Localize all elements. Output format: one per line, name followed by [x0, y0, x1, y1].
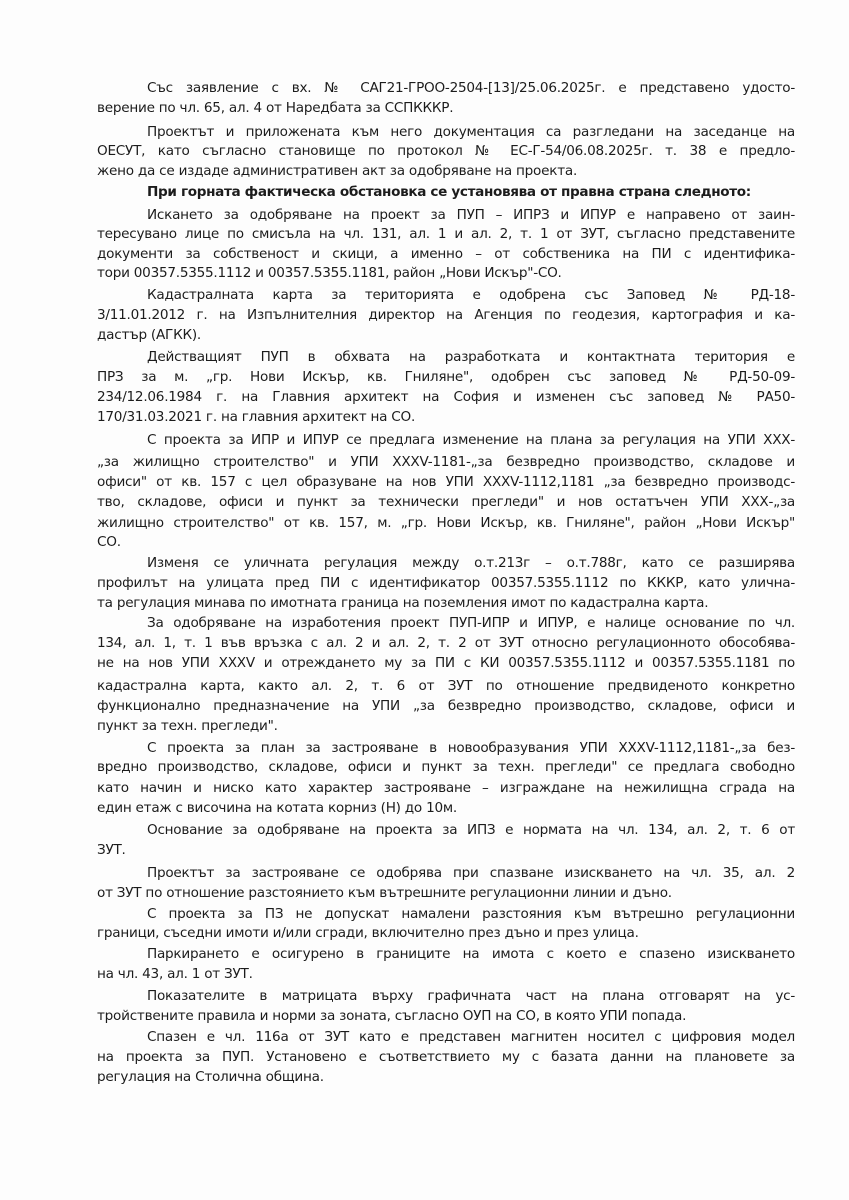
- paragraph-line: пункт за техн. прегледи".: [97, 718, 278, 734]
- paragraph-line: тройствените правила и норми за зоната, съгласно ОУП на СО, в която УПИ попада.: [97, 1008, 687, 1024]
- paragraph-first-line: Спазен е чл. 116а от ЗУТ като е представен магнитен носител с цифровия модел: [147, 1029, 795, 1045]
- paragraph-line: „за жилищно строителство" и УПИ ХХХV-1181-„за безвредно производство, складове и: [97, 454, 795, 470]
- paragraph-line: 170/31.03.2021 г. на главния архитект на СО.: [97, 409, 416, 425]
- paragraph-line: тво, складове, офиси и пункт за технически прегледи" и нов остатъчен УПИ ХХХ-„за: [97, 494, 795, 510]
- paragraph-line: СО.: [97, 534, 121, 550]
- paragraph-first-line: С проекта за ИПР и ИПУР се предлага изменение на плана за регулация на УПИ ХХХ-: [147, 432, 795, 448]
- paragraph-first-line: Показателите в матрицата върху графичната част на плана отговарят на ус-: [147, 988, 795, 1004]
- paragraph-first-line: Изменя се уличната регулация между о.т.213г – о.т.788г, като се разширява: [147, 555, 795, 571]
- paragraph-first-line: Основание за одобряване на проекта за ИПЗ е нормата на чл. 134, ал. 2, т. 6 от: [147, 822, 795, 838]
- paragraph-line: 234/12.06.1984 г. на Главния архитект на София и изменен със заповед № РА50-: [97, 389, 795, 405]
- paragraph-line: като начин и ниско като характер застрояване – изграждане на нежилищна сграда на: [97, 780, 795, 796]
- paragraph-first-line: Паркирането е осигурено в границите на имота с което е спазено изискването: [147, 946, 795, 962]
- paragraph-line: от ЗУТ по отношение разстоянието към вътрешните регулационни линии и дъно.: [97, 885, 672, 901]
- paragraph-line: 134, ал. 1, т. 1 във връзка с ал. 2 и ал. 2, т. 2 от ЗУТ относно регулационното обособява-: [97, 635, 795, 651]
- paragraph-first-line: С проекта за план за застрояване в новообразувания УПИ ХХХV-1112,1181-„за без-: [147, 740, 795, 756]
- paragraph-line: на чл. 43, ал. 1 от ЗУТ.: [97, 966, 253, 982]
- paragraph-first-line: За одобряване на изработения проект ПУП-ИПР и ИПУР, е налице основание по чл.: [147, 615, 795, 631]
- paragraph-line: верение по чл. 65, ал. 4 от Наредбата за ССПКККР.: [97, 100, 454, 116]
- paragraph-line: тори 00357.5355.1112 и 00357.5355.1181, район „Нови Искър"-СО.: [97, 265, 562, 281]
- paragraph-line: не на нов УПИ ХХХV и отреждането му за ПИ с КИ 00357.5355.1112 и 00357.5355.1181 по: [97, 655, 795, 671]
- section-heading: При горната фактическа обстановка се установява от правна страна следното:: [147, 184, 751, 200]
- paragraph-line: вредно производство, складове, офиси и пункт за техн. прегледи" се предлага свободно: [97, 759, 795, 775]
- paragraph-line: ПРЗ за м. „гр. Нови Искър, кв. Гниляне", одобрен със заповед № РД-50-09-: [97, 369, 795, 385]
- paragraph-line: документи за собственост и скици, а именно – от собственика на ПИ с идентифика-: [97, 246, 795, 262]
- paragraph-line: тересувано лице по смисъла на чл. 131, ал. 1 и ал. 2, т. 1 от ЗУТ, съгласно представените: [97, 226, 795, 242]
- paragraph-first-line: Кадастралната карта за територията е одобрена със Заповед № РД-18-: [147, 287, 795, 303]
- paragraph-first-line: Проектът за застрояване се одобрява при спазване изискването на чл. 35, ал. 2: [147, 865, 795, 881]
- paragraph-first-line: Искането за одобряване на проект за ПУП – ИПРЗ и ИПУР е направено от заин-: [147, 207, 795, 223]
- paragraph-line: ЗУТ.: [97, 842, 126, 858]
- paragraph-first-line: Действащият ПУП в обхвата на разработката и контактната територия е: [147, 349, 795, 365]
- paragraph-line: 3/11.01.2012 г. на Изпълнителния директор на Агенция по геодезия, картография и ка-: [97, 307, 795, 323]
- paragraph-line: на проекта за ПУП. Установено е съответствието му с базата данни на плановете за: [97, 1049, 795, 1065]
- paragraph-line: граници, съседни имоти и/или сгради, включително през дъно и през улица.: [97, 925, 639, 941]
- paragraph-line: жилищно строителство" от кв. 157, м. „гр. Нови Искър, кв. Гниляне", район „Нови Искър": [97, 515, 795, 531]
- paragraph-first-line: Със заявление с вх. № САГ21-ГРОО-2504-[13]/25.06.2025г. е представено удосто-: [147, 80, 795, 96]
- paragraph-first-line: Проектът и приложената към него документация са разгледани на заседанце на: [147, 124, 795, 140]
- paragraph-line: регулация на Столична община.: [97, 1069, 324, 1085]
- paragraph-line: жено да се издаде административен акт за одобряване на проекта.: [97, 163, 578, 179]
- paragraph-line: ОЕСУТ, като съгласно становище по протокол № ЕС-Г-54/06.08.2025г. т. 38 е предло-: [97, 143, 795, 159]
- paragraph-line: един етаж с височина на котата корниз (Н) до 10м.: [97, 800, 457, 816]
- paragraph-line: функционално предназначение на УПИ „за безвредно производство, складове, офиси и: [97, 698, 795, 714]
- paragraph-first-line: С проекта за ПЗ не допускат намалени разстояния към вътрешно регулационни: [147, 906, 795, 922]
- paragraph-line: профилът на улицата пред ПИ с идентификатор 00357.5355.1112 по КККР, като улична-: [97, 575, 795, 591]
- paragraph-line: кадастрална карта, както ал. 2, т. 6 от ЗУТ по отношение предвиденото конкретно: [97, 678, 795, 694]
- paragraph-line: дастър (АГКК).: [97, 327, 201, 343]
- paragraph-line: офиси" от кв. 157 с цел образуване на нов УПИ ХХХV-1112,1181 „за безвредно производс-: [97, 474, 795, 490]
- paragraph-line: та регулация минава по имотната граница на поземления имот по кадастрална карта.: [97, 595, 709, 611]
